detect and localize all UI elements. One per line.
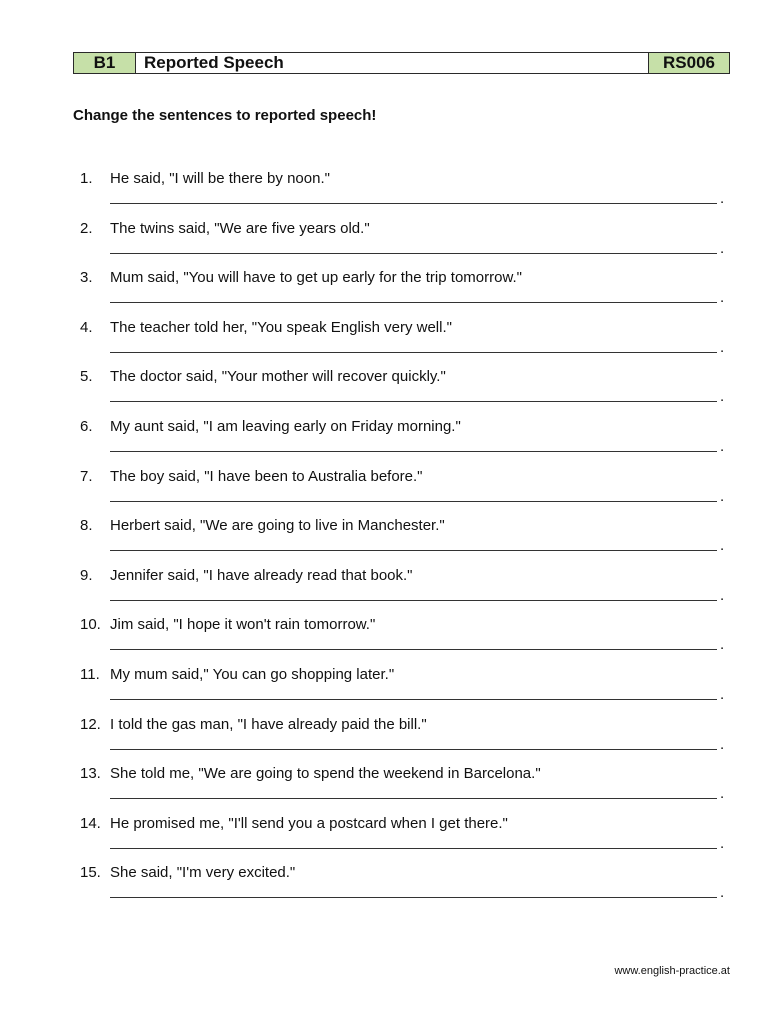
item-number: 2.	[80, 219, 93, 237]
item-number: 1.	[80, 170, 93, 187]
exercise-item	[0, 317, 768, 367]
item-sentence: Jennifer said, "I have already read that book."	[110, 566, 413, 584]
item-number: 15.	[80, 864, 101, 882]
answer-line[interactable]	[110, 203, 717, 204]
exercise-item	[0, 714, 768, 764]
answer-line[interactable]	[110, 600, 717, 601]
line-end-period: .	[720, 438, 725, 455]
worksheet-title: Reported Speech	[136, 53, 649, 73]
line-end-period: .	[720, 239, 725, 257]
answer-line[interactable]	[110, 451, 717, 452]
item-sentence: She told me, "We are going to spend the weekend in Barcelona."	[110, 765, 541, 783]
item-sentence: Herbert said, "We are going to live in Manchester."	[110, 517, 445, 535]
item-number: 8.	[80, 517, 93, 535]
exercise-item	[0, 813, 768, 863]
answer-line[interactable]	[110, 749, 717, 750]
item-sentence: My mum said," You can go shopping later."	[110, 666, 395, 683]
header-table	[73, 52, 730, 74]
item-sentence: He promised me, "I'll send you a postcard when I get there."	[110, 814, 508, 832]
item-sentence: The twins said, "We are five years old."	[110, 219, 370, 237]
exercise-item	[0, 267, 768, 317]
item-sentence: Mum said, "You will have to get up early for the trip tomorrow."	[110, 269, 522, 287]
answer-line[interactable]	[110, 848, 717, 849]
exercise-item	[0, 763, 768, 813]
item-number: 5.	[80, 368, 93, 386]
item-number: 6.	[80, 418, 93, 435]
item-number: 13.	[80, 765, 101, 783]
item-number: 14.	[80, 814, 101, 832]
line-end-period: .	[720, 636, 725, 654]
exercise-item	[0, 664, 768, 714]
exercise-item	[0, 366, 768, 416]
item-number: 7.	[80, 467, 93, 485]
answer-line[interactable]	[110, 302, 717, 303]
exercise-item	[0, 168, 768, 218]
exercise-item	[0, 515, 768, 565]
answer-line[interactable]	[110, 352, 717, 353]
answer-line[interactable]	[110, 550, 717, 551]
line-end-period: .	[720, 190, 725, 207]
answer-line[interactable]	[110, 649, 717, 650]
answer-line[interactable]	[110, 501, 717, 502]
exercise-item	[0, 862, 768, 912]
answer-line[interactable]	[110, 401, 717, 402]
item-number: 12.	[80, 715, 101, 733]
item-sentence: The doctor said, "Your mother will recover quickly."	[110, 368, 446, 386]
line-end-period: .	[720, 487, 725, 505]
exercise-item	[0, 416, 768, 466]
exercise-item	[0, 565, 768, 615]
line-end-period: .	[720, 686, 725, 703]
exercise-item	[0, 466, 768, 516]
answer-line[interactable]	[110, 699, 717, 700]
line-end-period: .	[720, 785, 725, 803]
item-number: 3.	[80, 269, 93, 287]
line-end-period: .	[720, 338, 725, 356]
line-end-period: .	[720, 586, 725, 604]
item-sentence: Jim said, "I hope it won't rain tomorrow."	[110, 616, 376, 634]
exercise-item	[0, 218, 768, 268]
item-sentence: The teacher told her, "You speak English very well."	[110, 318, 452, 336]
answer-line[interactable]	[110, 897, 717, 898]
answer-line[interactable]	[110, 798, 717, 799]
line-end-period: .	[720, 388, 725, 406]
item-number: 9.	[80, 566, 93, 584]
item-sentence: The boy said, "I have been to Australia before."	[110, 467, 423, 485]
item-number: 10.	[80, 616, 101, 634]
level-cell: B1	[74, 53, 136, 73]
line-end-period: .	[720, 735, 725, 753]
line-end-period: .	[720, 884, 725, 902]
line-end-period: .	[720, 834, 725, 852]
item-sentence: She said, "I'm very excited."	[110, 864, 296, 882]
worksheet-code: RS006	[649, 53, 729, 73]
line-end-period: .	[720, 289, 725, 307]
answer-line[interactable]	[110, 253, 717, 254]
item-sentence: My aunt said, "I am leaving early on Friday morning."	[110, 418, 461, 435]
line-end-period: .	[720, 537, 725, 555]
item-sentence: I told the gas man, "I have already paid the bill."	[110, 715, 427, 733]
footer-url: www.english-practice.at	[614, 965, 730, 977]
item-number: 4.	[80, 318, 93, 336]
item-number: 11.	[80, 666, 100, 683]
instruction-text: Change the sentences to reported speech!	[73, 107, 377, 124]
item-sentence: He said, "I will be there by noon."	[110, 170, 330, 187]
exercise-item	[0, 614, 768, 664]
